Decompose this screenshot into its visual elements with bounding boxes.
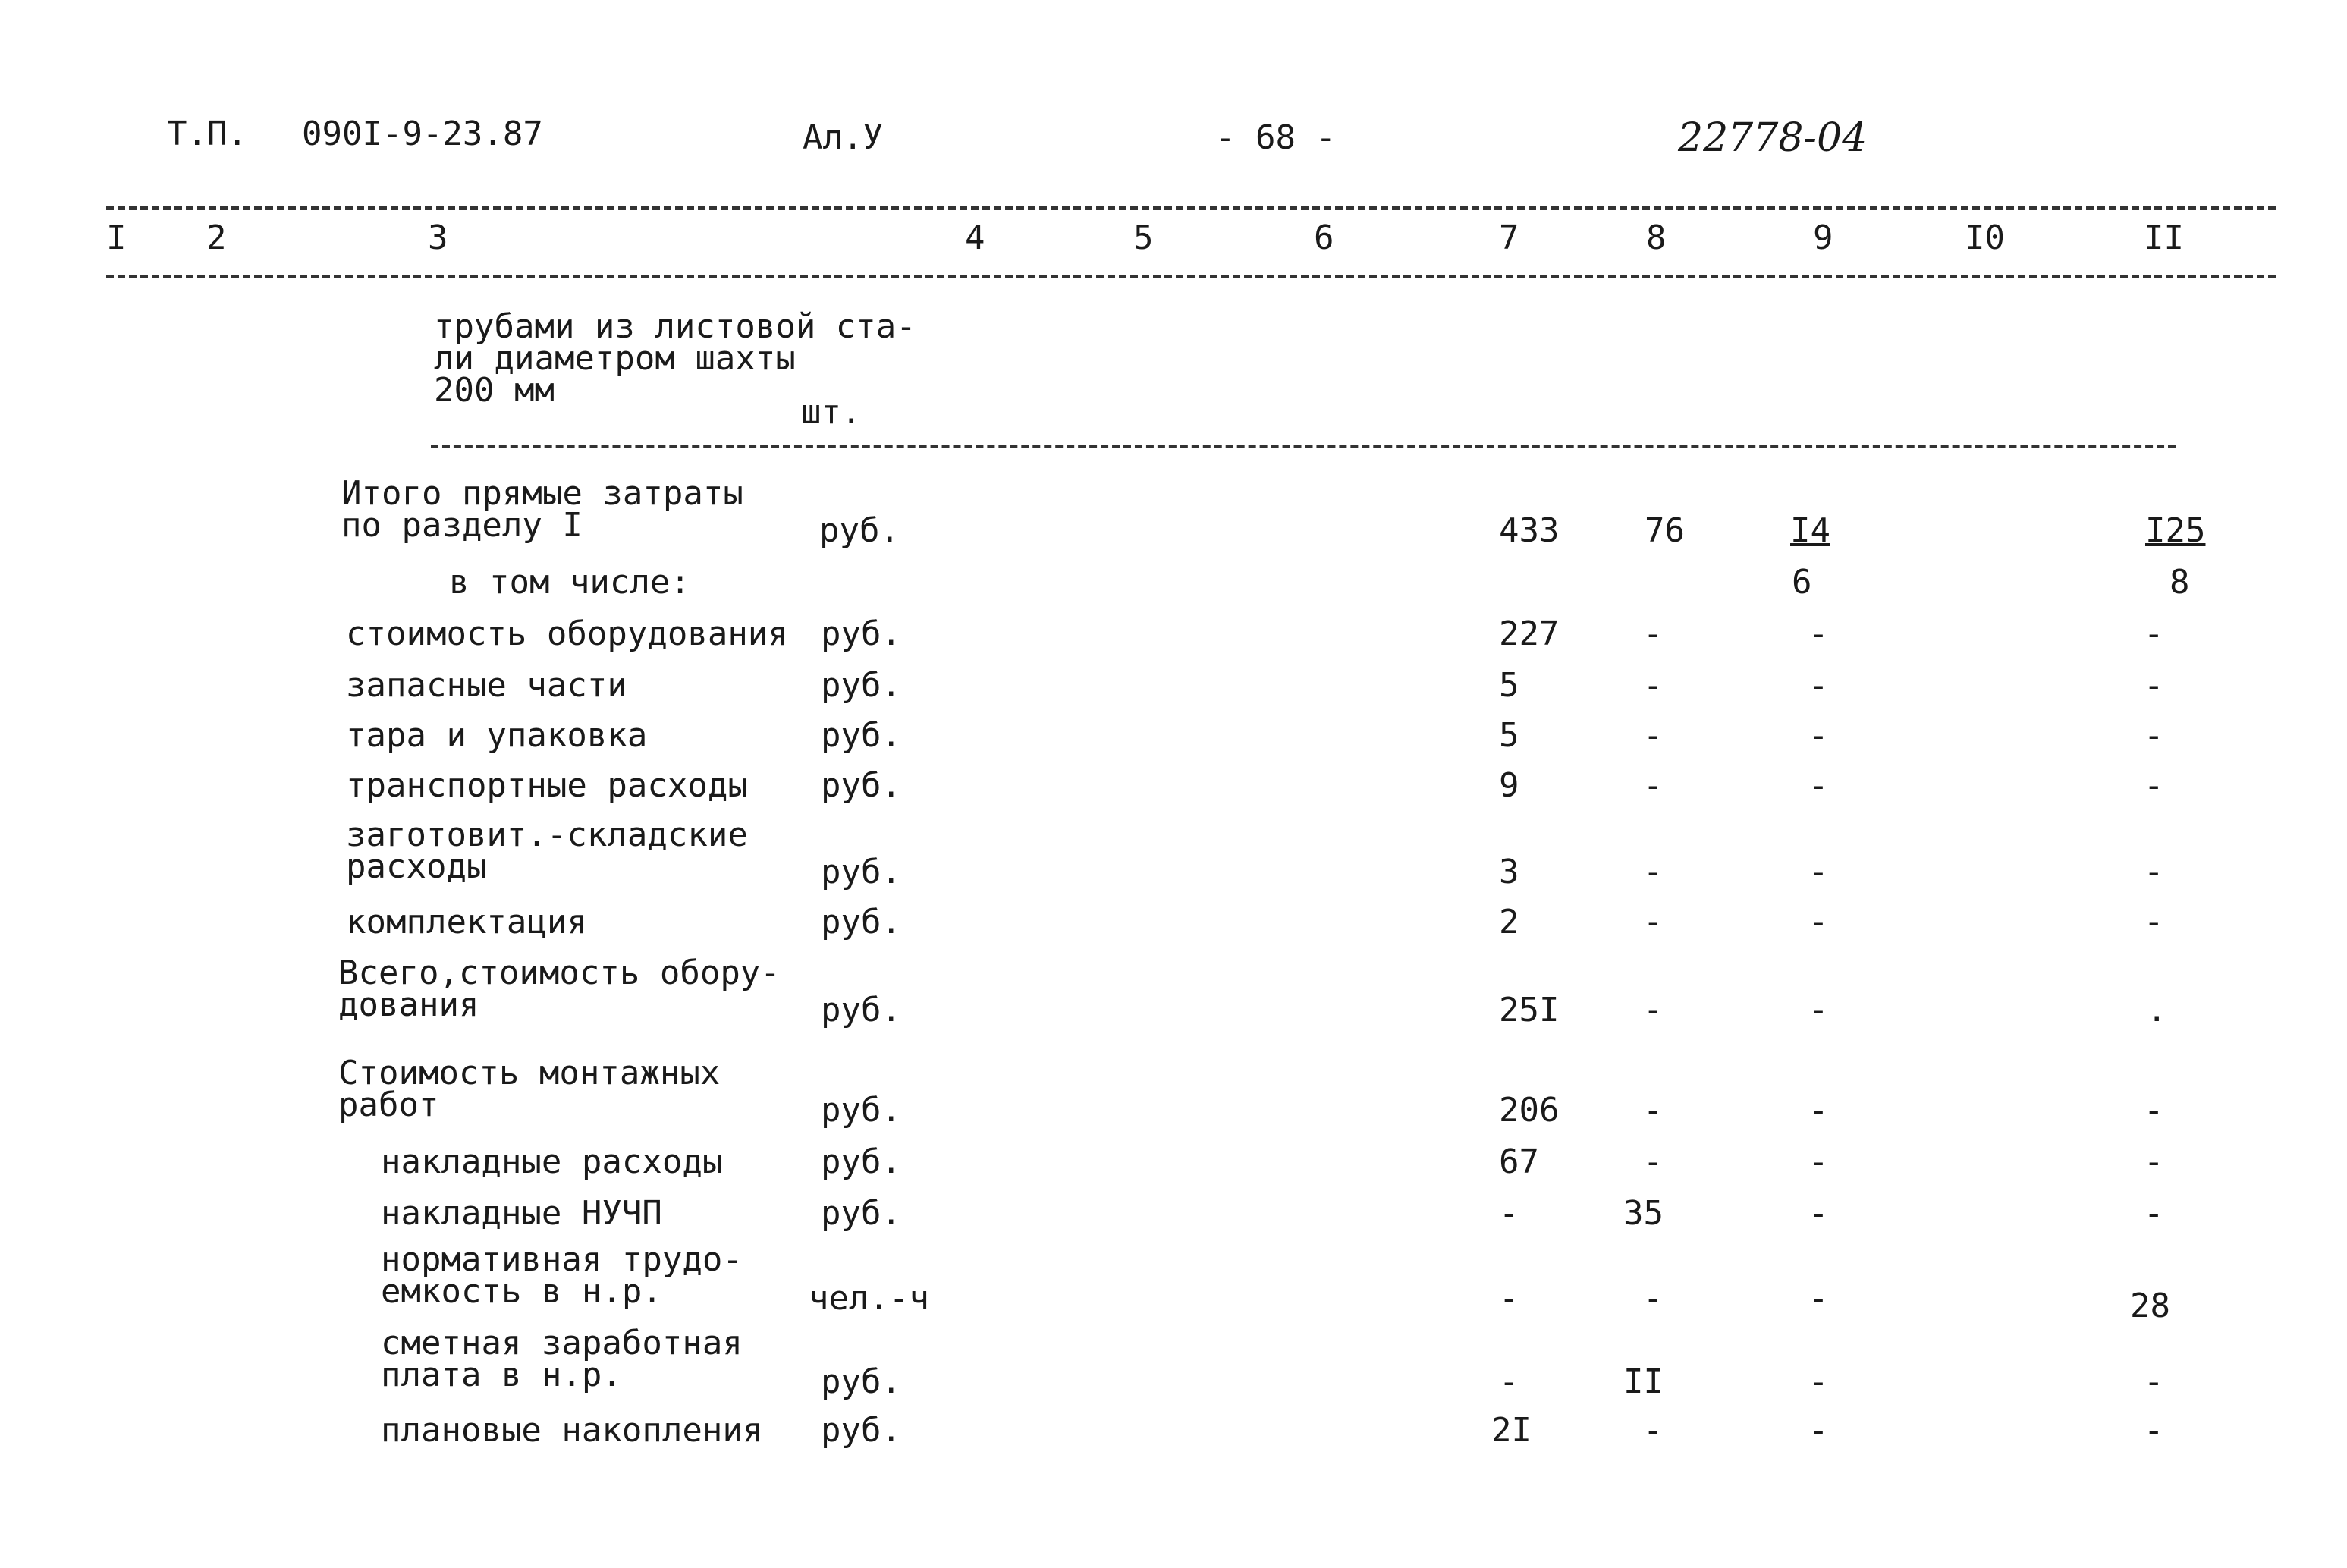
row-col9: - <box>1808 1411 1829 1450</box>
row-col11: - <box>2144 614 2164 653</box>
row-col11: - <box>2144 1411 2164 1450</box>
row-unit: руб. <box>821 903 901 941</box>
row-col11: - <box>2144 853 2164 891</box>
header-doc-number: 22778-04 <box>1678 115 1868 161</box>
row-col7: 3 <box>1499 853 1519 891</box>
row-label: транспортные расходы <box>346 766 748 805</box>
row-col7: 5 <box>1499 666 1519 705</box>
row-col8: - <box>1643 1091 1664 1130</box>
row-col9: - <box>1808 666 1829 705</box>
col-num-8: 8 <box>1646 218 1667 257</box>
row-unit: руб. <box>821 1091 901 1130</box>
row-col11: - <box>2144 716 2164 755</box>
row-label: нормативная трудо- емкость в н.р. <box>381 1240 743 1311</box>
row-col9: 6 <box>1792 563 1812 602</box>
header-tp: Т.П. <box>167 115 247 153</box>
row-unit: руб. <box>821 991 901 1029</box>
row-col11: - <box>2144 1362 2164 1401</box>
col-num-7: 7 <box>1499 218 1519 257</box>
row-col9: - <box>1808 614 1829 653</box>
row-unit: руб. <box>821 614 901 653</box>
row-label: накладные НУЧП <box>381 1194 662 1233</box>
row-col8: - <box>1643 1142 1664 1181</box>
row-unit: руб. <box>821 1362 901 1401</box>
col-num-3: 3 <box>428 218 448 257</box>
row-label: сметная заработная плата в н.р. <box>381 1324 743 1394</box>
row-col8: - <box>1643 853 1664 891</box>
row-col7: 2 <box>1499 903 1519 941</box>
row-unit: руб. <box>821 666 901 705</box>
row-col11: - <box>2144 1142 2164 1181</box>
row-label: Итого прямые затраты по разделу I <box>341 474 743 545</box>
header-page-number: - 68 - <box>1215 118 1336 157</box>
row-col8: II <box>1623 1362 1664 1401</box>
row-col11: - <box>2144 1194 2164 1233</box>
row-col7: - <box>1499 1279 1519 1318</box>
row-col11: . <box>2147 991 2167 1029</box>
col-num-2: 2 <box>206 218 227 257</box>
row-col7: 206 <box>1499 1091 1560 1130</box>
row-unit: чел.-ч <box>809 1279 929 1318</box>
row-col8: - <box>1643 1279 1664 1318</box>
row-col7: 25I <box>1499 991 1560 1029</box>
row-col8: - <box>1643 1411 1664 1450</box>
row-label: в том числе: <box>449 563 690 602</box>
row-unit: руб. <box>821 1411 901 1450</box>
row-label: тара и упаковка <box>346 716 648 755</box>
intro-unit: шт. <box>801 393 862 432</box>
row-col9: - <box>1808 1194 1829 1233</box>
row-col7: - <box>1499 1362 1519 1401</box>
header-project-code: 090I-9-23.87 <box>302 115 543 153</box>
row-col9: I4 <box>1790 511 1830 550</box>
row-col11: 28 <box>2130 1287 2170 1325</box>
row-col8: - <box>1643 614 1664 653</box>
row-col8: 35 <box>1623 1194 1664 1233</box>
row-col7: 433 <box>1499 511 1560 550</box>
row-col11: - <box>2144 666 2164 705</box>
row-col9: - <box>1808 716 1829 755</box>
row-col9: - <box>1808 1362 1829 1401</box>
row-col8: - <box>1643 666 1664 705</box>
row-label: накладные расходы <box>381 1142 723 1181</box>
row-col11: - <box>2144 1091 2164 1130</box>
header-rule-bottom <box>106 275 2276 278</box>
section-rule <box>431 445 2176 448</box>
row-col8: - <box>1643 766 1664 805</box>
row-col9: - <box>1808 853 1829 891</box>
col-num-11: II <box>2144 218 2184 257</box>
col-num-5: 5 <box>1133 218 1154 257</box>
row-col7: 5 <box>1499 716 1519 755</box>
row-col8: - <box>1643 991 1664 1029</box>
row-unit: руб. <box>821 766 901 805</box>
col-num-6: 6 <box>1314 218 1334 257</box>
row-col9: - <box>1808 1142 1829 1181</box>
intro-text: трубами из листовой ста- ли диаметром шахты 200 мм <box>434 307 916 410</box>
row-label: Всего,стоимость обору- дования <box>338 954 781 1024</box>
col-num-1: I <box>106 218 127 257</box>
row-col8: - <box>1643 903 1664 941</box>
row-label: стоимость оборудования <box>346 614 788 653</box>
row-col11: I25 <box>2145 511 2206 550</box>
row-col8: 76 <box>1645 511 1685 550</box>
row-unit: руб. <box>819 511 900 550</box>
row-label: заготовит.-складские расходы <box>346 815 748 886</box>
row-col11: 8 <box>2169 563 2190 602</box>
row-col11: - <box>2144 903 2164 941</box>
col-num-10: I0 <box>1965 218 2005 257</box>
row-col9: - <box>1808 991 1829 1029</box>
row-col9: - <box>1808 766 1829 805</box>
row-col11: - <box>2144 766 2164 805</box>
header-rule-top <box>106 206 2276 210</box>
row-col7: 227 <box>1499 614 1560 653</box>
row-col7: - <box>1499 1194 1519 1233</box>
row-label: запасные части <box>346 666 627 705</box>
row-unit: руб. <box>821 716 901 755</box>
row-unit: руб. <box>821 1142 901 1181</box>
row-col7: 9 <box>1499 766 1519 805</box>
header-album: Ал.У <box>803 118 883 157</box>
row-unit: руб. <box>821 1194 901 1233</box>
row-label: плановые накопления <box>381 1411 763 1450</box>
row-col7: 2I <box>1491 1411 1532 1450</box>
row-col9: - <box>1808 1279 1829 1318</box>
col-num-4: 4 <box>965 218 985 257</box>
row-unit: руб. <box>821 853 901 891</box>
row-col9: - <box>1808 1091 1829 1130</box>
row-col9: - <box>1808 903 1829 941</box>
row-col7: 67 <box>1499 1142 1539 1181</box>
row-label: комплектация <box>346 903 587 941</box>
row-label: Стоимость монтажных работ <box>338 1054 721 1124</box>
row-col8: - <box>1643 716 1664 755</box>
col-num-9: 9 <box>1813 218 1833 257</box>
